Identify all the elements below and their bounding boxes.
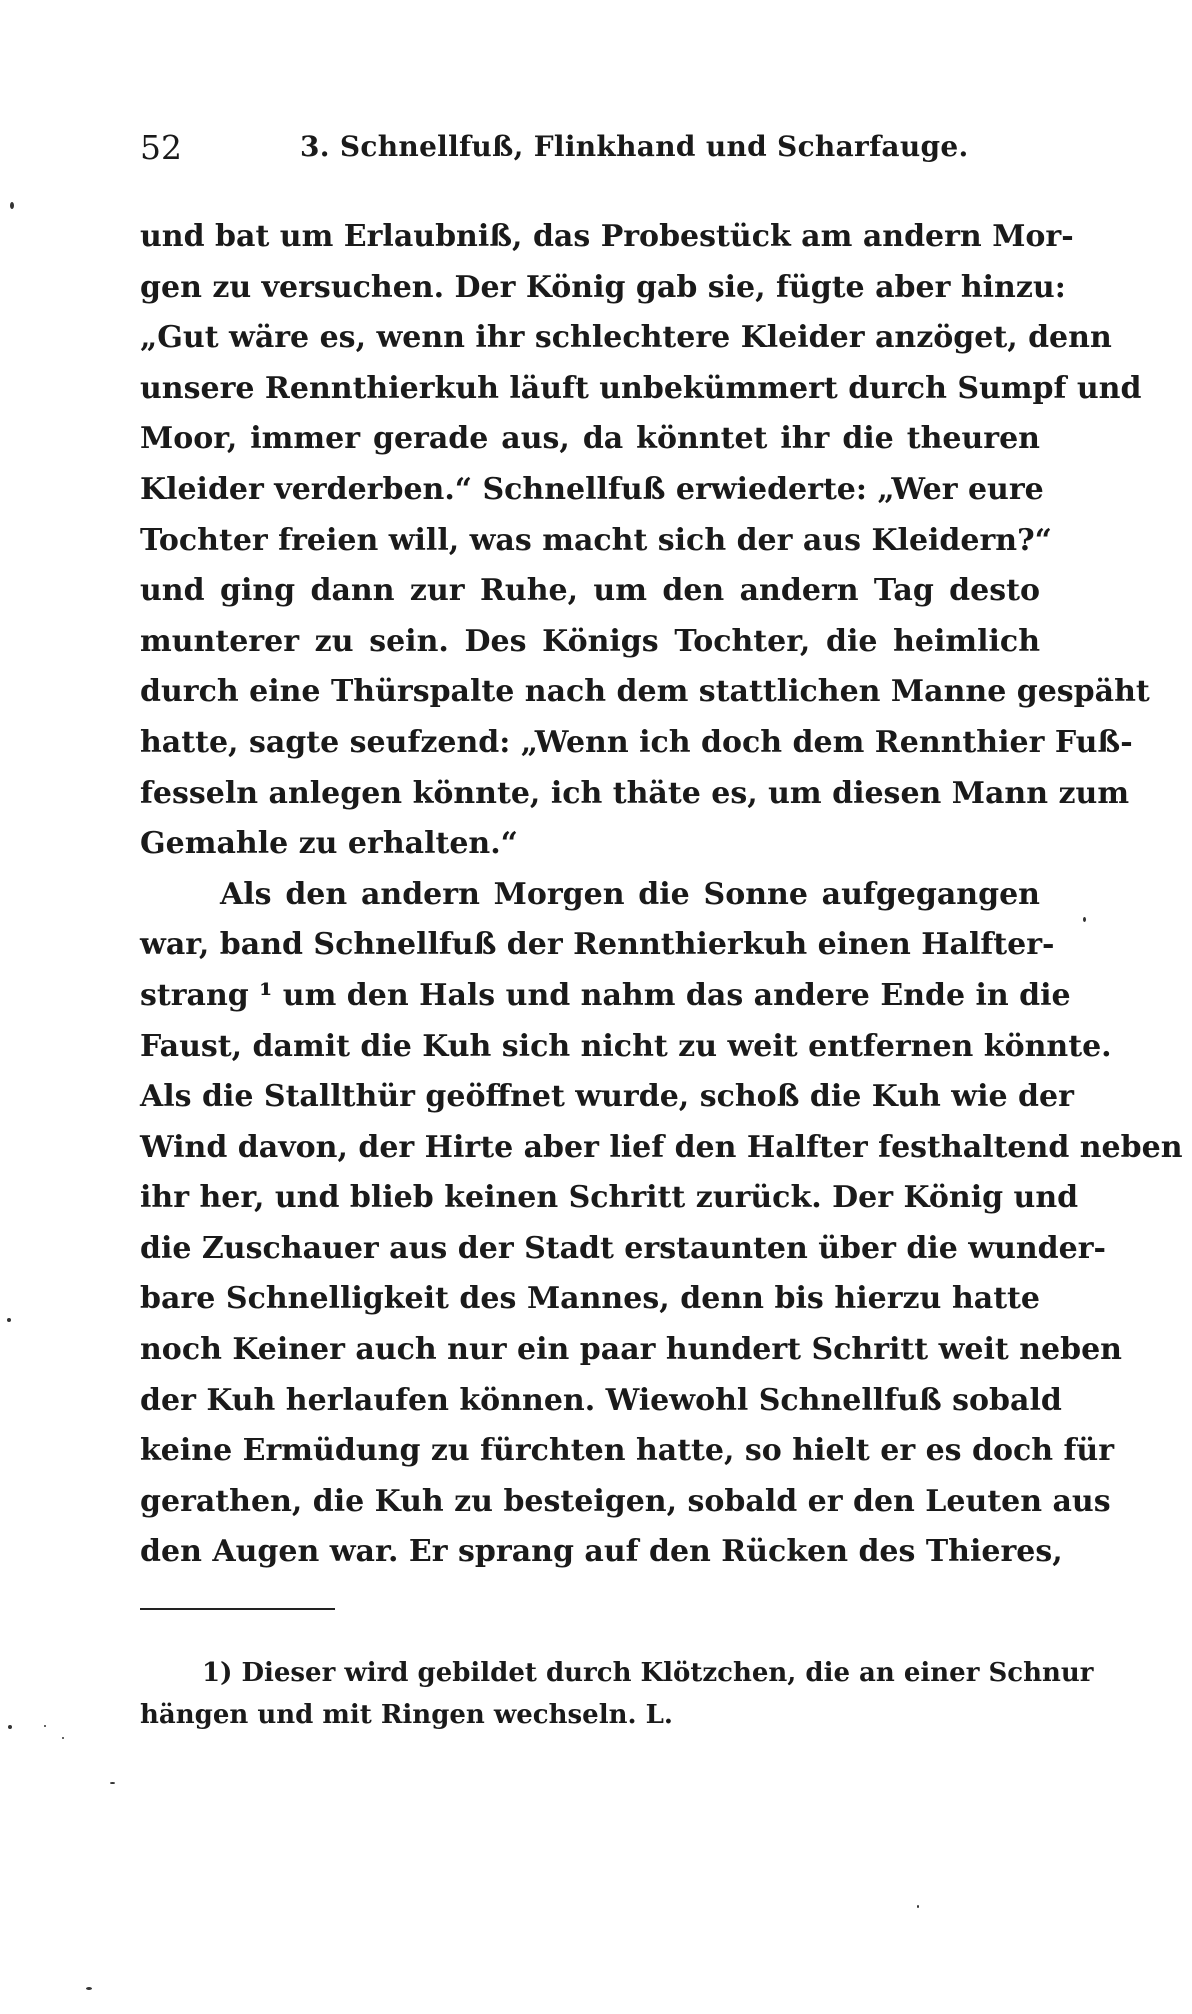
text-line: bare Schnelligkeit des Mannes, denn bis hierzu hatte (140, 1281, 1040, 1317)
paragraph-start-line: Als den andern Morgen die Sonne aufgegangen (220, 876, 1040, 912)
text-line: strang ¹ um den Hals und nahm das andere Ende in die (140, 977, 1071, 1013)
text-line: Moor, immer gerade aus, da könntet ihr die theuren (140, 421, 1040, 457)
scan-speck (44, 1725, 46, 1727)
body-text (140, 212, 1183, 1578)
scan-speck (917, 1905, 919, 1908)
footnote-line: 1) Dieser wird gebildet durch Klötzchen, die an einer Schnur (202, 1658, 1094, 1688)
text-line: Als die Stallthür geöffnet wurde, schoß die Kuh wie der (140, 1079, 1074, 1115)
text-line: hatte, sagte seufzend: „Wenn ich doch dem Rennthier Fuß- (140, 724, 1133, 760)
scan-speck (1083, 917, 1086, 922)
scan-speck (8, 1725, 12, 1729)
scan-speck (86, 1987, 92, 1990)
text-line: munterer zu sein. Des Königs Tochter, die heimlich (140, 623, 1040, 659)
text-line: der Kuh herlaufen können. Wiewohl Schnellfuß sobald (140, 1382, 1062, 1418)
text-line: und bat um Erlaubniß, das Probestück am andern Mor- (140, 219, 1074, 254)
text-line: ihr her, und blieb keinen Schritt zurück. Der König und (140, 1180, 1079, 1216)
text-line: „Gut wäre es, wenn ihr schlechtere Kleider anzöget, denn (140, 320, 1112, 356)
text-line: den Augen war. Er sprang auf den Rücken des Thieres, (140, 1534, 1063, 1570)
text-line: Gemahle zu erhalten.“ (140, 826, 518, 862)
scan-speck (110, 1782, 115, 1784)
page-header (140, 128, 1040, 178)
text-line: Kleider verderben.“ Schnellfuß erwiederte: „Wer eure (140, 471, 1044, 507)
footnote-divider (140, 1608, 335, 1610)
text-line: und ging dann zur Ruhe, um den andern Tag desto (140, 573, 1040, 609)
text-line: gen zu versuchen. Der König gab sie, fügte aber hinzu: (140, 269, 1066, 305)
text-line: die Zuschauer aus der Stadt erstaunten über die wunder- (140, 1230, 1107, 1266)
footnote-line: hängen und mit Ringen wechseln. L. (140, 1700, 673, 1730)
text-line: war, band Schnellfuß der Rennthierkuh einen Halfter- (140, 927, 1055, 963)
footnotes (140, 1652, 1094, 1736)
text-line: Wind davon, der Hirte aber lief den Halfter festhaltend neben (140, 1129, 1183, 1165)
text-line: gerathen, die Kuh zu besteigen, sobald er den Leuten aus (140, 1483, 1111, 1519)
text-line: noch Keiner auch nur ein paar hundert Schritt weit neben (140, 1332, 1122, 1368)
text-line: unsere Rennthierkuh läuft unbekümmert durch Sumpf und (140, 370, 1142, 406)
text-line: keine Ermüdung zu fürchten hatte, so hielt er es doch für (140, 1433, 1115, 1469)
text-line: durch eine Thürspalte nach dem stattlichen Manne gespäht (140, 674, 1150, 710)
text-line: Faust, damit die Kuh sich nicht zu weit entfernen könnte. (140, 1028, 1112, 1064)
scan-speck (10, 202, 14, 209)
scan-speck (7, 1318, 11, 1322)
text-line: fesseln anlegen könnte, ich thäte es, um diesen Mann zum (140, 775, 1130, 811)
scan-speck (62, 1737, 64, 1739)
page-number: 52 (140, 128, 182, 167)
running-title: 3. Schnellfuß, Flinkhand und Scharfauge. (300, 130, 969, 163)
text-line: Tochter freien will, was macht sich der aus Kleidern?“ (140, 522, 1052, 558)
